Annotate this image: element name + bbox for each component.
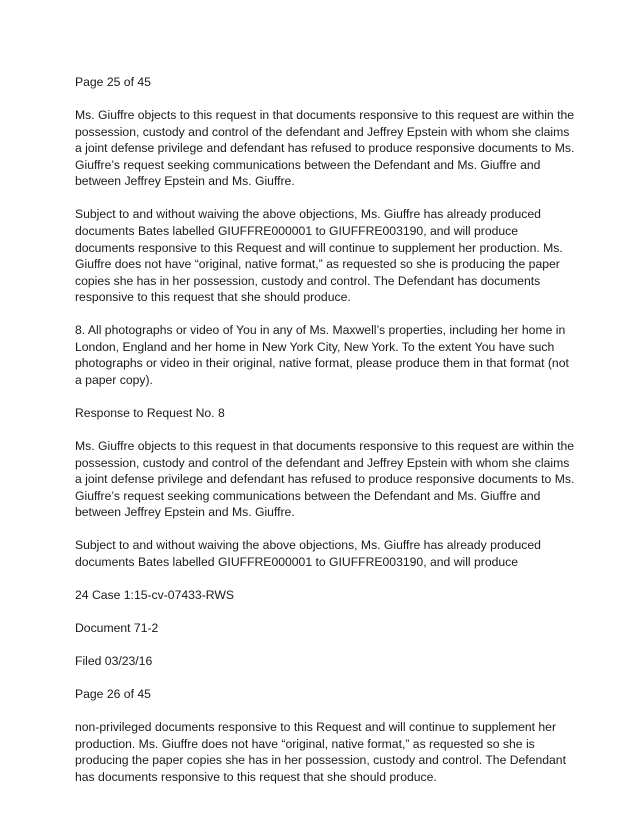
document-number: Document 71-2 (75, 620, 159, 635)
continuation-paragraph: non-privileged documents responsive to this Request and will continue to supplement her production. Ms. Giuffre does not have “original, native format,” as requested so she is producing the paper copies she has in her possession, custody and control. The Defendant has documents responsive to this request that she should produce. (75, 719, 566, 784)
objection-paragraph: Ms. Giuffre objects to this request in that documents responsive to this request are within the possession, custody and control of the defendant and Jeffrey Epstein with whom she claims a joint defense privilege and defendant has refused to produce responsive documents to Ms. Giuffre’s request seeking communications between the Defendant and Ms. Giuffre and between Jeffrey Epstein and Ms. Giuffre. (75, 107, 575, 189)
production-paragraph: Subject to and without waiving the above objections, Ms. Giuffre has already produced documents Bates labelled GIUFFRE000001 to GIUFFRE003190, and will produce (75, 538, 541, 569)
case-number: 24 Case 1:15-cv-07433-RWS (75, 587, 234, 602)
production-paragraph: Subject to and without waiving the above objections, Ms. Giuffre has already produced documents Bates labelled GIUFFRE000001 to GIUFFRE003190, and will produce documents responsive to this Request and will continue to supplement her production. Ms. Giuffre does not have “original, native format,” as requested so she is producing the paper copies she has in her possession, custody and control. The Defendant has documents responsive to this request that she should produce. (75, 207, 563, 305)
objection-paragraph: Ms. Giuffre objects to this request in that documents responsive to this request are within the possession, custody and control of the defendant and Jeffrey Epstein with whom she claims a joint defense privilege and defendant has refused to produce responsive documents to Ms. Giuffre’s request seeking communications between the Defendant and Ms. Giuffre and between Jeffrey Epstein and Ms. Giuffre. (75, 439, 575, 520)
page-header: Page 26 of 45 (75, 686, 151, 701)
response-heading: Response to Request No. 8 (75, 406, 225, 421)
request-8-paragraph: 8. All photographs or video of You in any of Ms. Maxwell’s properties, including her home in London, England and her home in New York City, New York. To the extent You have such photographs or video in their original, native format, please produce them in that format (not a paper copy). (75, 323, 569, 388)
page-header: Page 25 of 45 (75, 75, 151, 89)
document-body (75, 74, 575, 802)
filed-date: Filed 03/23/16 (75, 653, 153, 668)
